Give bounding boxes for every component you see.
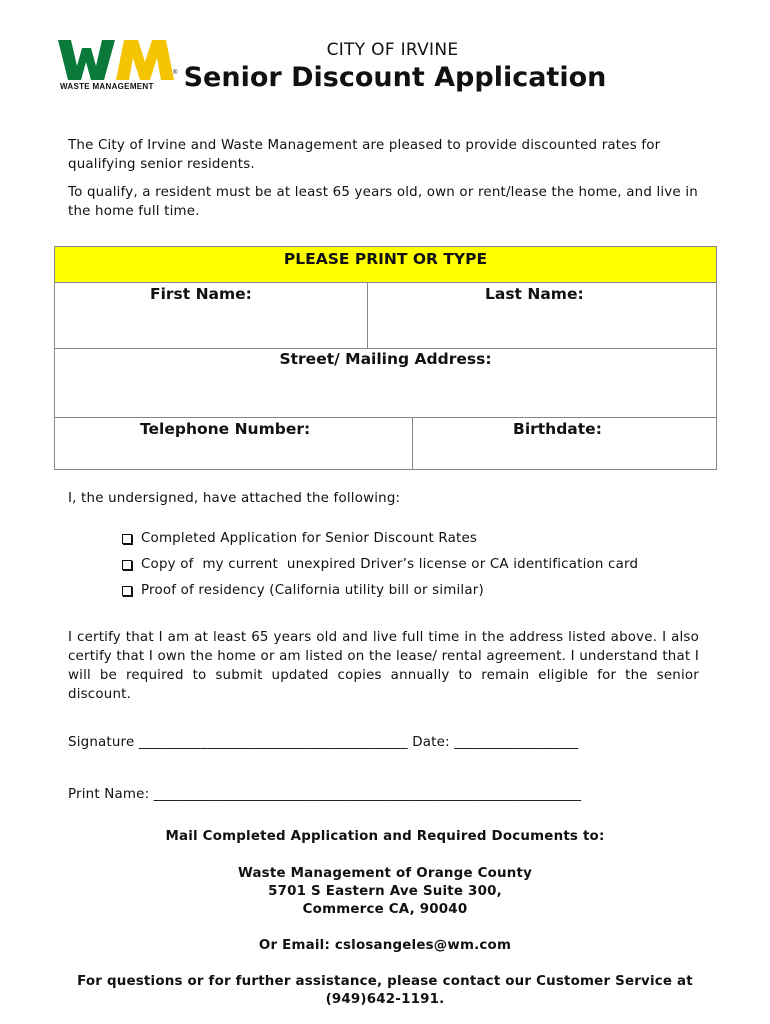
last-name-label: Last Name: <box>485 285 584 303</box>
checkbox-icon[interactable] <box>122 586 132 596</box>
email-contact: Or Email: cslosangeles@wm.com <box>258 938 512 953</box>
applicant-form <box>54 246 717 470</box>
page-title: Senior Discount Application <box>183 62 607 93</box>
svg-text:®: ® <box>173 70 178 76</box>
telephone-field[interactable] <box>55 418 412 469</box>
checklist-item <box>122 557 638 583</box>
intro-paragraph-1: The City of Irvine and Waste Management are pleased to provide discounted rates for qualifying senior residents. <box>68 138 661 172</box>
first-name-field[interactable] <box>55 283 367 348</box>
mailing-address-line-1: Waste Management of Orange County <box>237 866 533 881</box>
checklist-item-label: Proof of residency (California utility bill or similar) <box>141 583 484 598</box>
checklist-item-label: Completed Application for Senior Discount Rates <box>141 531 478 546</box>
customer-service-line-1: For questions or for further assistance, please contact our Customer Service at <box>77 974 693 989</box>
print-name-line[interactable]: ______________________________________________________________ <box>153 787 582 802</box>
mailing-address-line-2: 5701 S Eastern Ave Suite 300, <box>268 884 502 899</box>
print-name-row <box>68 787 581 802</box>
customer-service-phone: (949)642-1191. <box>325 992 445 1007</box>
logo-subtext: WASTE MANAGEMENT <box>60 82 154 91</box>
birthdate-label: Birthdate: <box>513 420 602 438</box>
intro-paragraph-2: To qualify, a resident must be at least 65 years old, own or rent/lease the home, and live in the home full time. <box>68 185 698 219</box>
city-heading: CITY OF IRVINE <box>326 40 459 60</box>
checklist-item <box>122 531 638 557</box>
checklist-item <box>122 583 638 609</box>
mailing-heading: Mail Completed Application and Required Documents to: <box>165 829 605 844</box>
signature-line[interactable]: _______________________________________ <box>138 735 408 750</box>
address-field[interactable] <box>55 349 716 417</box>
signature-label: Signature <box>68 735 135 750</box>
date-label: Date: <box>412 735 450 750</box>
print-name-label: Print Name: <box>68 787 150 802</box>
form-banner: PLEASE PRINT OR TYPE <box>55 247 716 283</box>
birthdate-field[interactable] <box>413 418 716 469</box>
certification-statement: I certify that I am at least 65 years old and live full time in the address listed above. I also certify that I own the home or am listed on the lease/ rental agreement. I understand that I will be required to submit updated copies annually to remain eligible for the senior discount. <box>68 630 699 702</box>
telephone-label: Telephone Number: <box>140 420 311 438</box>
attachments-intro: I, the undersigned, have attached the following: <box>68 491 401 506</box>
signature-row <box>68 735 578 750</box>
first-name-label: First Name: <box>150 285 252 303</box>
address-label: Street/ Mailing Address: <box>279 350 492 368</box>
mailing-address-line-3: Commerce CA, 90040 <box>302 902 468 917</box>
last-name-field[interactable] <box>368 283 716 348</box>
checkbox-icon[interactable] <box>122 560 132 570</box>
checkbox-icon[interactable] <box>122 534 132 544</box>
checklist-item-label: Copy of my current unexpired Driver’s license or CA identification card <box>141 557 639 572</box>
attachments-checklist <box>122 531 638 609</box>
date-line[interactable]: __________________ <box>454 735 579 750</box>
